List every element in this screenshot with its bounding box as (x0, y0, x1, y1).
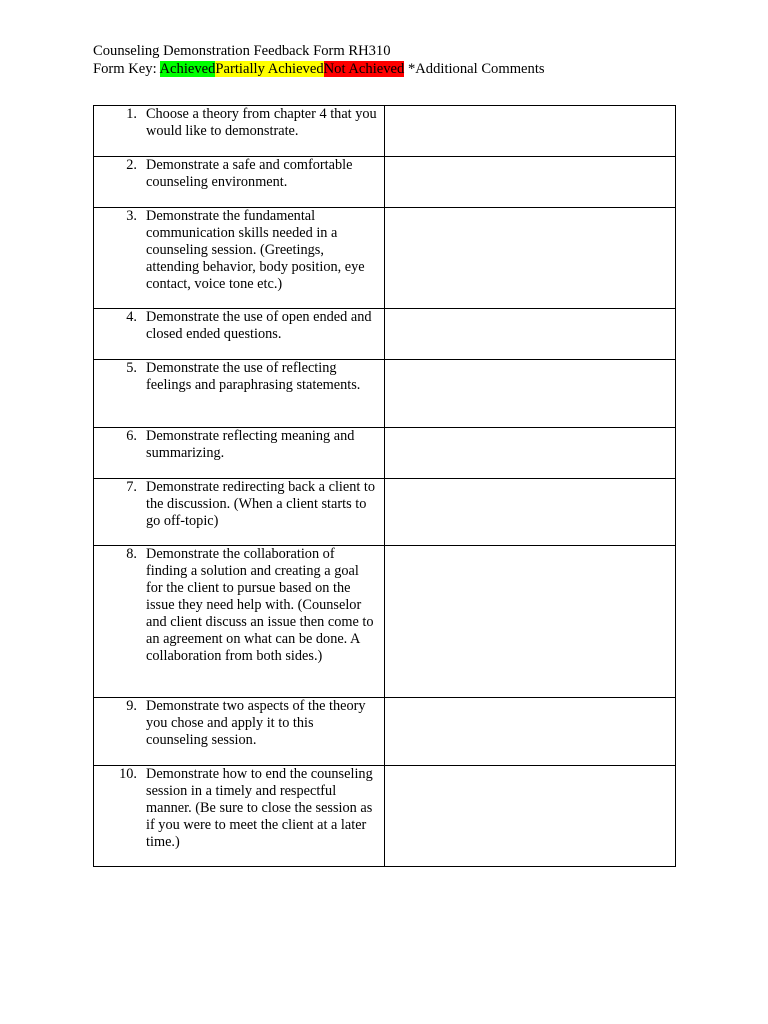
criterion-number: 3. (126, 208, 137, 224)
criterion-cell (94, 309, 385, 360)
criterion-text: Demonstrate a safe and comfortable counseling environment. (146, 157, 353, 190)
criterion-number: 10. (119, 766, 137, 782)
key-additional-comments: *Additional Comments (407, 61, 545, 77)
criterion-text: Demonstrate the fundamental communication skills needed in a counseling session. (Greetings, attending behavior, body position, eye contact, voice tone etc.) (146, 208, 365, 292)
table-row (94, 309, 676, 360)
criterion-cell (94, 698, 385, 766)
form-title: Counseling Demonstration Feedback Form RH310 (93, 43, 391, 59)
criterion-cell (94, 428, 385, 479)
comment-cell[interactable] (385, 106, 676, 157)
criterion-cell (94, 766, 385, 867)
criterion-cell (94, 546, 385, 698)
criterion-cell (94, 106, 385, 157)
criterion-text: Demonstrate how to end the counseling session in a timely and respectful manner. (Be sure to close the session as if you were to meet the client at a later time.) (146, 766, 373, 850)
key-achieved: Achieved (159, 61, 216, 77)
comment-cell[interactable] (385, 479, 676, 546)
criterion-text: Demonstrate the use of open ended and closed ended questions. (146, 309, 372, 342)
comment-cell[interactable] (385, 698, 676, 766)
comment-cell[interactable] (385, 360, 676, 428)
criterion-number: 5. (126, 360, 137, 376)
feedback-table (93, 105, 676, 867)
criterion-cell (94, 479, 385, 546)
criterion-number: 8. (126, 546, 137, 562)
criterion-cell (94, 157, 385, 208)
form-key (93, 60, 545, 78)
table-row (94, 157, 676, 208)
criterion-number: 2. (126, 157, 137, 173)
key-partially-achieved: Partially Achieved (215, 61, 324, 77)
criterion-text: Demonstrate two aspects of the theory you chose and apply it to this counseling session. (146, 698, 366, 748)
key-not-achieved: Not Achieved (323, 61, 405, 77)
criterion-text: Demonstrate the use of reflecting feelings and paraphrasing statements. (146, 360, 361, 393)
comment-cell[interactable] (385, 309, 676, 360)
criterion-number: 1. (126, 106, 137, 122)
comment-cell[interactable] (385, 428, 676, 479)
table-row (94, 546, 676, 698)
criterion-cell (94, 360, 385, 428)
criterion-number: 6. (126, 428, 137, 444)
criterion-text: Demonstrate redirecting back a client to the discussion. (When a client starts to go off-topic) (146, 479, 376, 529)
comment-cell[interactable] (385, 157, 676, 208)
table-row (94, 106, 676, 157)
criterion-text: Demonstrate reflecting meaning and summarizing. (146, 428, 355, 461)
table-row (94, 208, 676, 309)
criterion-number: 7. (126, 479, 137, 495)
comment-cell[interactable] (385, 766, 676, 867)
table-row (94, 479, 676, 546)
table-row (94, 698, 676, 766)
comment-cell[interactable] (385, 546, 676, 698)
form-key-label: Form Key: (93, 61, 157, 77)
criterion-number: 9. (126, 698, 137, 714)
criterion-cell (94, 208, 385, 309)
criterion-text: Demonstrate the collaboration of finding a solution and creating a goal for the client to pursue based on the issue they need help with. (Counselor and client discuss an issue then come to an agreement on what can be done. A collaboration from both sides.) (146, 546, 374, 664)
table-row (94, 360, 676, 428)
criterion-number: 4. (126, 309, 137, 325)
table-row (94, 766, 676, 867)
table-row (94, 428, 676, 479)
comment-cell[interactable] (385, 208, 676, 309)
form-header (93, 42, 545, 78)
criterion-text: Choose a theory from chapter 4 that you would like to demonstrate. (146, 106, 377, 139)
